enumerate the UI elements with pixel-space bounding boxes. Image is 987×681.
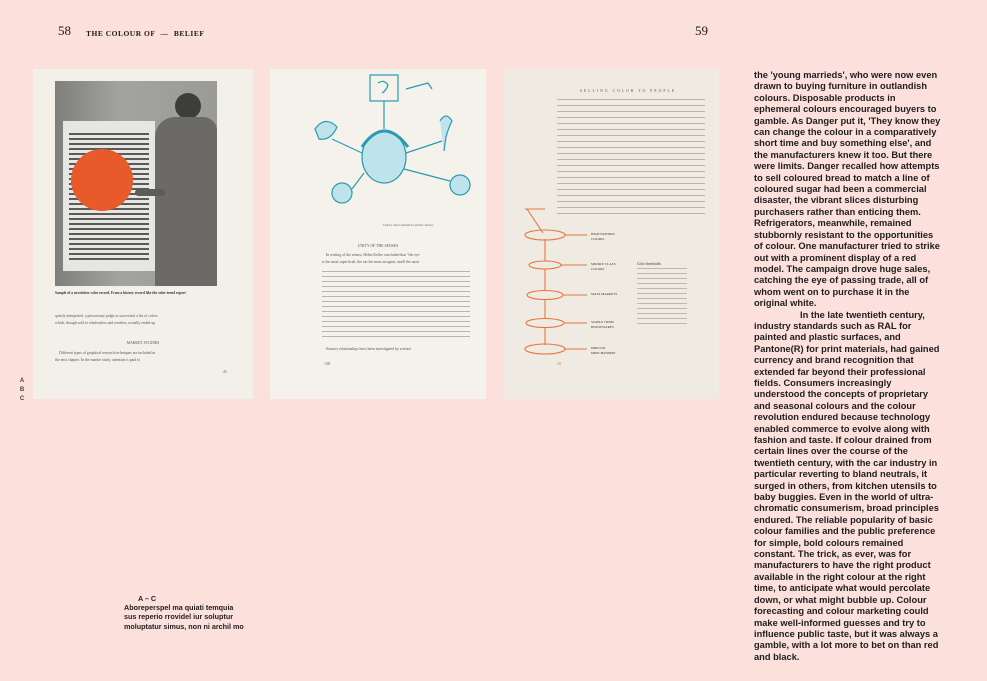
left-page-number: 58 [58,23,71,38]
link-line-fruit [404,169,450,181]
side-letter-a: A [19,378,25,384]
running-subtitle: BELIEF [173,29,205,38]
plate-a-photo [55,81,217,286]
right-page-number: 59 [695,23,708,38]
flower-icon [440,116,452,151]
plate-a-heading: MARKET STUDIES [126,341,160,345]
funnel-bowl-3 [527,291,563,300]
plate-a-folio: 41 [223,369,227,374]
figure-caption-text: Aboreperspel ma quiati temquia sus reperio rrovidel iur soluptur moluptatur simus, non ni archil mo [124,603,244,631]
body-paragraph-2: In the late twentieth century, industry standards such as RAL for painted and plastic surfaces, and Pantone(R) for print materials, had gained currency and brand recognition that extended far beyond their professional fields. Consumers increasingly understood the concepts of proprietary and seasonal colours and the colour revolution endured because technology enabled commerce to evolve along with fashion and taste. If colour drained from certain lines over the course of the twentieth century, with the car industry in particular reverting to bland neutrals, it surged in others, from kitchen utensils to baby buggies. Even in the world of ultra-chromatic consumerism, broad principles endured. The reliable popularity of basic colour families and the public preference for simple, bold colours remained constant. The trick, as ever, was for manufacturers to have the right product available in the right colour at the right time, to anticipate what would percolate down, or what might bubble up. Colour forecasting and colour marketing could make well-informed guesses and try to influence public taste, but it was always a gamble, with a lot more to bet on than red and black. [754,309,940,662]
body-paragraph-1: the 'young marrieds', who were now even drawn to buying furniture in outlandish colours. Disposable products in ephemeral colours encouraged buyers to gamble. As Danger put it, 'They know they can change the colour in a comparatively short time and buy something else', and the manufacturers knew it too. But there were limits. Danger recalled how attempts to sell coloured bread to match a line of coloured sugar had been a commercial disaster, the vibrant slices disturbing purchasers rather than enticing them. Refrigerators, meanwhile, remained stubbornly resistant to the opportunities of colour. One manufacturer tried to strike out with a prominent display of a red model. The campaign drove huge sales, catching the eye of passing trade, all of whom went on to purchase it in the original white. [754,70,941,309]
plate-c-side-note: Color thresholds [637,262,661,266]
side-letter-c: C [19,396,25,402]
sun-icon [332,183,352,203]
plate-b-folio: 138 [324,361,330,366]
running-dash: — [160,29,169,38]
plate-b-body-1: In writing of the senses, Helen Keller concluded that "the eye [326,253,420,257]
plate-a-body-1: quietly interpreted, a person may judge as successful a list of colors [55,314,158,318]
label-mass-markets: MASS MARKETS [591,292,618,296]
plate-b [270,69,486,399]
plate-c [503,69,719,399]
orange-circle [71,149,133,211]
link-line-flower [406,141,442,153]
plate-a-body-2: which, though sold to wholesalers and retailers, actually ended up [55,321,156,325]
man-head [175,93,201,119]
link-line-bird [332,139,362,153]
figure-caption-ref: A – C [138,594,157,603]
plate-c-header: SELLING COLOR TO PEOPLE [579,89,677,93]
label-middle-class: MIDDLE CLASS COLORS [591,262,616,271]
side-letter-b: B [19,387,25,393]
funnel-bowl-5 [525,344,565,354]
label-staple-items: STAPLE ITEMS HOUSEWARES [591,320,615,329]
plate-c-side-text [637,268,687,328]
ear-box-icon [370,75,398,101]
plate-c-folio: 20 [557,361,561,366]
link-line-sun [352,173,364,189]
funnel-bowl-4 [526,319,564,328]
label-high-fashion: HIGH FASHION COLORS [591,232,615,241]
body-column [754,70,942,663]
funnel-top-lines [525,209,545,233]
plate-a [33,69,253,399]
plate-b-text-block [322,267,470,341]
label-impulse: IMPULSE MERCHANDISE [591,346,616,355]
plate-b-body-2: is the most superficial, the ear the most arrogant, smell the most [322,260,420,264]
plate-a-body-4: the next chapter. In the market study, attention is paid to [55,358,141,362]
cup-icon [406,83,432,89]
plate-b-body-3: Sensory relationships have been investigated by science. [326,347,412,351]
plate-b-caption: Colors most related to all the senses [382,223,434,227]
running-head [86,29,204,38]
senses-illustration [270,69,486,239]
plate-a-caption: Sample of a newsletter color record. From a history record like the color-trend report [55,291,186,295]
man-body [155,117,217,286]
funnel-pointers [561,235,587,349]
man-arm [135,189,165,196]
running-title: THE COLOUR OF [86,29,156,38]
side-letters [18,377,26,404]
bird-icon [315,121,337,139]
plate-b-heading: UNITY OF THE SENSES [357,244,399,248]
funnel-bowl-1 [525,230,565,240]
ear-icon [378,81,388,93]
plate-a-body-3: Different types of graphical research techniques are included in [59,351,156,355]
fruit-icon [450,175,470,195]
funnel-bowl-2 [529,261,561,269]
